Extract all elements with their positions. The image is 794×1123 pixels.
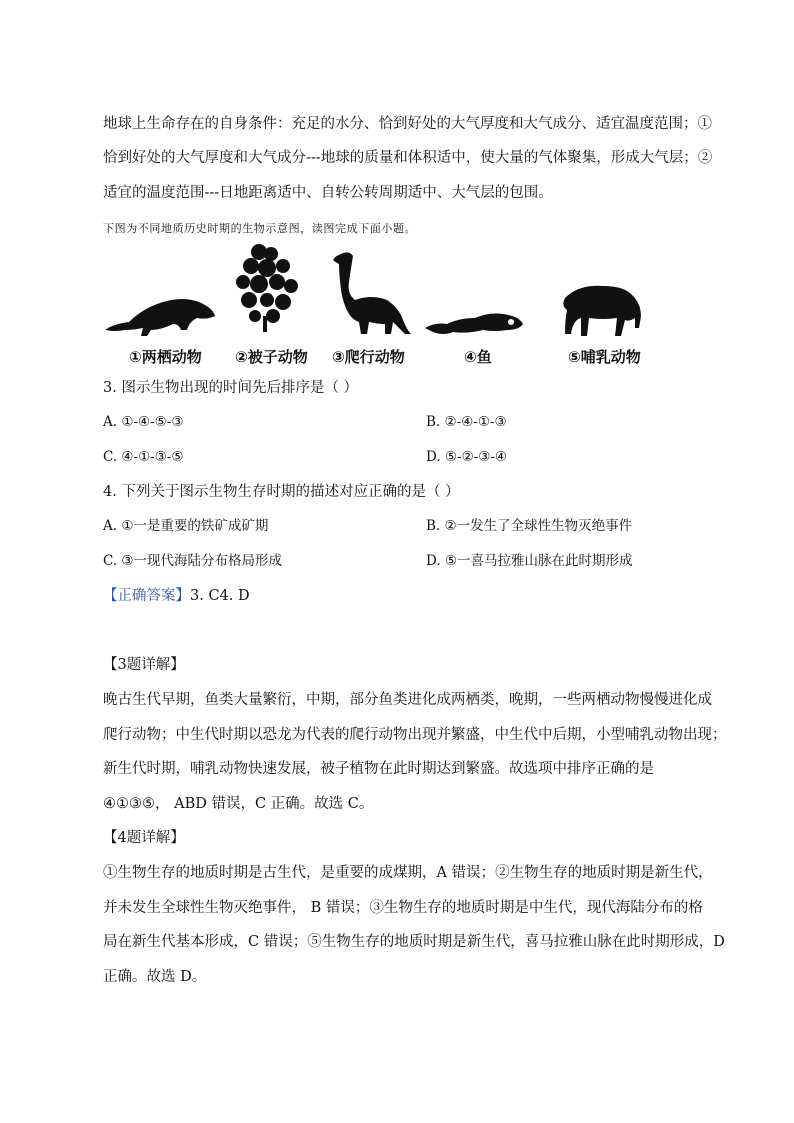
q3-option-d: D. ⑤-②-③-④ <box>426 449 508 465</box>
angiosperm-silhouette <box>231 242 301 334</box>
intro-line-1: 地球上生命存在的自身条件：充足的水分、恰到好处的大气厚度和大气成分、适宜温度范围；① <box>103 116 712 132</box>
q4-stem: 4. 下列关于图示生物生存时期的描述对应正确的是（ ） <box>103 484 460 500</box>
detail3-line-3: 新生代时期，哺乳动物快速发展，被子植物在此时期达到繁盛。故选项中排序正确的是 <box>103 761 654 777</box>
figure-label-reptile: ③爬行动物 <box>332 348 405 366</box>
fish-silhouette <box>423 308 525 338</box>
intro-line-3: 适宜的温度范围---日地距离适中、自转公转周期适中、大气层的包围。 <box>103 185 553 201</box>
q3-stem: 3. 图示生物出现的时间先后排序是（ ） <box>103 380 359 396</box>
detail4-line-3: 局在新生代基本形成，C 错误；⑤生物生存的地质时期是新生代，喜马拉雅山脉在此时期形成，D <box>103 934 725 950</box>
q3-option-c: C. ④-①-③-⑤ <box>103 449 184 465</box>
detail4-line-4: 正确。故选 D。 <box>103 969 207 985</box>
answer-value: 3. C4. D <box>190 588 250 604</box>
intro-line-2: 恰到好处的大气厚度和大气成分---地球的质量和体积适中，使大量的气体聚集，形成大气层；② <box>103 150 713 166</box>
reptile-silhouette <box>331 250 413 338</box>
detail3-line-1: 晚古生代早期，鱼类大量繁衍，中期，部分鱼类进化成两栖类，晚期，一些两栖动物慢慢进化成 <box>103 692 712 708</box>
detail4-line-2: 并未发生全球性生物灭绝事件， B 错误；③生物生存的地质时期是中生代，现代海陆分布的格 <box>103 900 703 916</box>
detail3-line-2: 爬行动物；中生代时期以恐龙为代表的爬行动物出现并繁盛，中生代中后期，小型哺乳动物出现； <box>103 727 727 743</box>
answer-line <box>103 586 250 606</box>
figure-label-amphibian: ①两栖动物 <box>129 348 202 366</box>
q4-option-d: D. ⑤一喜马拉雅山脉在此时期形成 <box>426 553 633 569</box>
q4-option-a: A. ①一是重要的铁矿成矿期 <box>103 518 269 534</box>
answer-tag: 【正确答案】 <box>103 588 190 604</box>
q4-option-b: B. ②一发生了全球性生物灭绝事件 <box>426 518 633 534</box>
q3-option-a: A. ①-④-⑤-③ <box>103 414 184 430</box>
detail3-line-4: ④①③⑤， ABD 错误，C 正确。故选 C。 <box>103 796 374 812</box>
figure-label-mammal: ⑤哺乳动物 <box>568 348 641 366</box>
mammal-silhouette <box>559 280 645 340</box>
figure-label-angiosperm: ②被子动物 <box>235 348 308 366</box>
figure-intro: 下图为不同地质历史时期的生物示意图，读图完成下面小题。 <box>103 222 417 235</box>
detail4-heading: 【4题详解】 <box>103 830 185 846</box>
q4-option-c: C. ③一现代海陆分布格局形成 <box>103 553 283 569</box>
detail4-line-1: ①生物生存的地质时期是古生代，是重要的成煤期，A 错误；②生物生存的地质时期是新生代， <box>103 865 713 881</box>
q3-option-b: B. ②-④-①-③ <box>426 414 507 430</box>
organism-figure <box>103 246 663 371</box>
detail3-heading: 【3题详解】 <box>103 657 185 673</box>
amphibian-silhouette <box>103 286 218 341</box>
figure-label-fish: ④鱼 <box>464 348 492 366</box>
